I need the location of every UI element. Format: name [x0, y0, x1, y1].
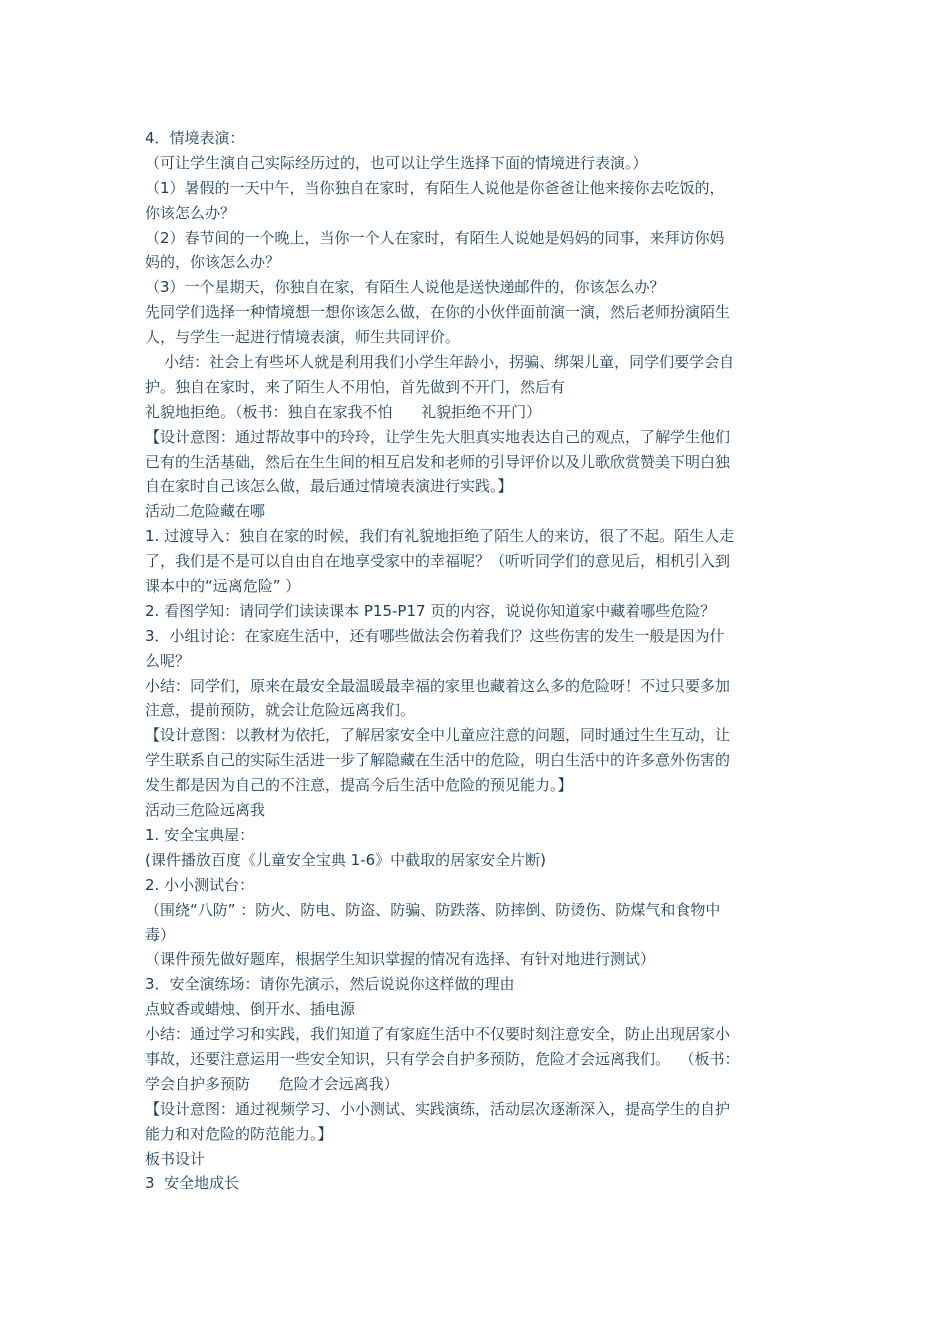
text-line: （3）一个星期天，你独自在家，有陌生人说他是送快递邮件的，你该怎么办？	[145, 278, 665, 297]
text-line: 3 安全地成长	[145, 1174, 240, 1193]
text-line: 注意，提前预防，就会让危险远离我们。	[145, 701, 416, 720]
text-line: 妈的，你该怎么办？	[145, 253, 281, 272]
text-line: 小结：社会上有些坏人就是利用我们小学生年龄小，拐骗、绑架儿童，同学们要学会自	[145, 353, 735, 372]
text-line: 活动二危险藏在哪	[145, 502, 266, 521]
text-line: 人，与学生一起进行情境表演，师生共同评价。	[145, 328, 461, 347]
text-line: （2）春节间的一个晚上，当你一个人在家时，有陌生人说她是妈妈的同事，来拜访你妈	[145, 228, 725, 247]
text-line: （可让学生演自己实际经历过的，也可以让学生选择下面的情境进行表演。）	[145, 153, 648, 172]
text-line: 3．小组讨论：在家庭生活中，还有哪些做法会伤着我们？这些伤害的发生一般是因为什	[145, 626, 725, 645]
text-line: 3．安全演练场：请你先演示，然后说说你这样做的理由	[145, 975, 515, 994]
text-line: 小结：同学们，原来在最安全最温暖最幸福的家里也藏着这么多的危险呀！不过只要多加	[145, 676, 731, 695]
text-line: 么呢？	[145, 651, 191, 670]
text-line: 你该怎么办？	[145, 203, 236, 222]
text-line: 已有的生活基础，然后在生生间的相互启发和老师的引导评价以及儿歌欣赏赞美下明白独	[145, 452, 731, 471]
text-line: （1）暑假的一天中午，当你独自在家时，有陌生人说他是你爸爸让他来接你去吃饭的，	[145, 178, 725, 197]
text-line: 【设计意图：通过视频学习、小小测试、实践演练，活动层次逐渐深入，提高学生的自护	[145, 1099, 731, 1118]
text-line: 2. 小小测试台：	[145, 875, 255, 894]
text-line: 2. 看图学知：请同学们读读课本 P15-P17 页的内容，说说你知道家中藏着哪些危险？	[145, 601, 716, 620]
text-line: 先同学们选择一种情境想一想你该怎么做，在你的小伙伴面前演一演，然后老师扮演陌生	[145, 303, 731, 322]
text-line: 【设计意图：通过帮故事中的玲玲，让学生先大胆真实地表达自己的观点，了解学生他们	[145, 427, 731, 446]
text-line: 能力和对危险的防范能力。】	[145, 1124, 333, 1143]
text-line: 自在家时自己该怎么做，最后通过情境表演进行实践。】	[145, 477, 513, 496]
text-line: 学会自护多预防 危险才会远离我）	[145, 1074, 399, 1093]
text-line: 事故，还要注意运用一些安全知识，只有学会自护多预防，危险才会远离我们。 （板书：	[145, 1049, 740, 1068]
document-body	[145, 126, 810, 1196]
text-line: 活动三危险远离我	[145, 801, 266, 820]
text-line: 发生都是因为自己的不注意，提高今后生活中危险的预见能力。】	[145, 776, 573, 795]
text-line: 课本中的“远离危险” ）	[145, 577, 301, 596]
text-line: 1. 过渡导入：独自在家的时候，我们有礼貌地拒绝了陌生人的来访，很了不起。陌生人走	[145, 527, 735, 546]
text-line: 小结：通过学习和实践，我们知道了有家庭生活中不仅要时刻注意安全，防止出现居家小	[145, 1025, 731, 1044]
text-line: （课件预先做好题库，根据学生知识掌握的情况有选择、有针对地进行测试）	[145, 950, 656, 969]
text-line: 【设计意图：以教材为依托，了解居家安全中儿童应注意的问题，同时通过生生互动，让	[145, 726, 731, 745]
text-line: (课件播放百度《儿童安全宝典 1-6》中截取的居家安全片断)	[145, 850, 546, 869]
text-line: 学生联系自己的实际生活进一步了解隐藏在生活中的危险，明白生活中的许多意外伤害的	[145, 751, 731, 770]
text-line: 1. 安全宝典屋：	[145, 825, 255, 844]
text-line: 了，我们是不是可以自由自在地享受家中的幸福呢？（听听同学们的意见后，相机引入到	[145, 552, 731, 571]
text-line: 点蚊香或蜡烛、倒开水、插电源	[145, 1000, 356, 1019]
text-line: 毒）	[145, 925, 176, 944]
text-line: 礼貌地拒绝。（板书：独自在家我不怕 礼貌拒绝不开门）	[145, 402, 542, 421]
text-line: （围绕“八防” ：防火、防电、防盗、防骗、防跌落、防摔倒、防烫伤、防煤气和食物中	[145, 900, 721, 919]
text-line: 4．情境表演：	[145, 129, 245, 147]
text-line: 护。独自在家时，来了陌生人不用怕，首先做到不开门，然后有	[145, 377, 566, 396]
text-line: 板书设计	[145, 1149, 206, 1168]
